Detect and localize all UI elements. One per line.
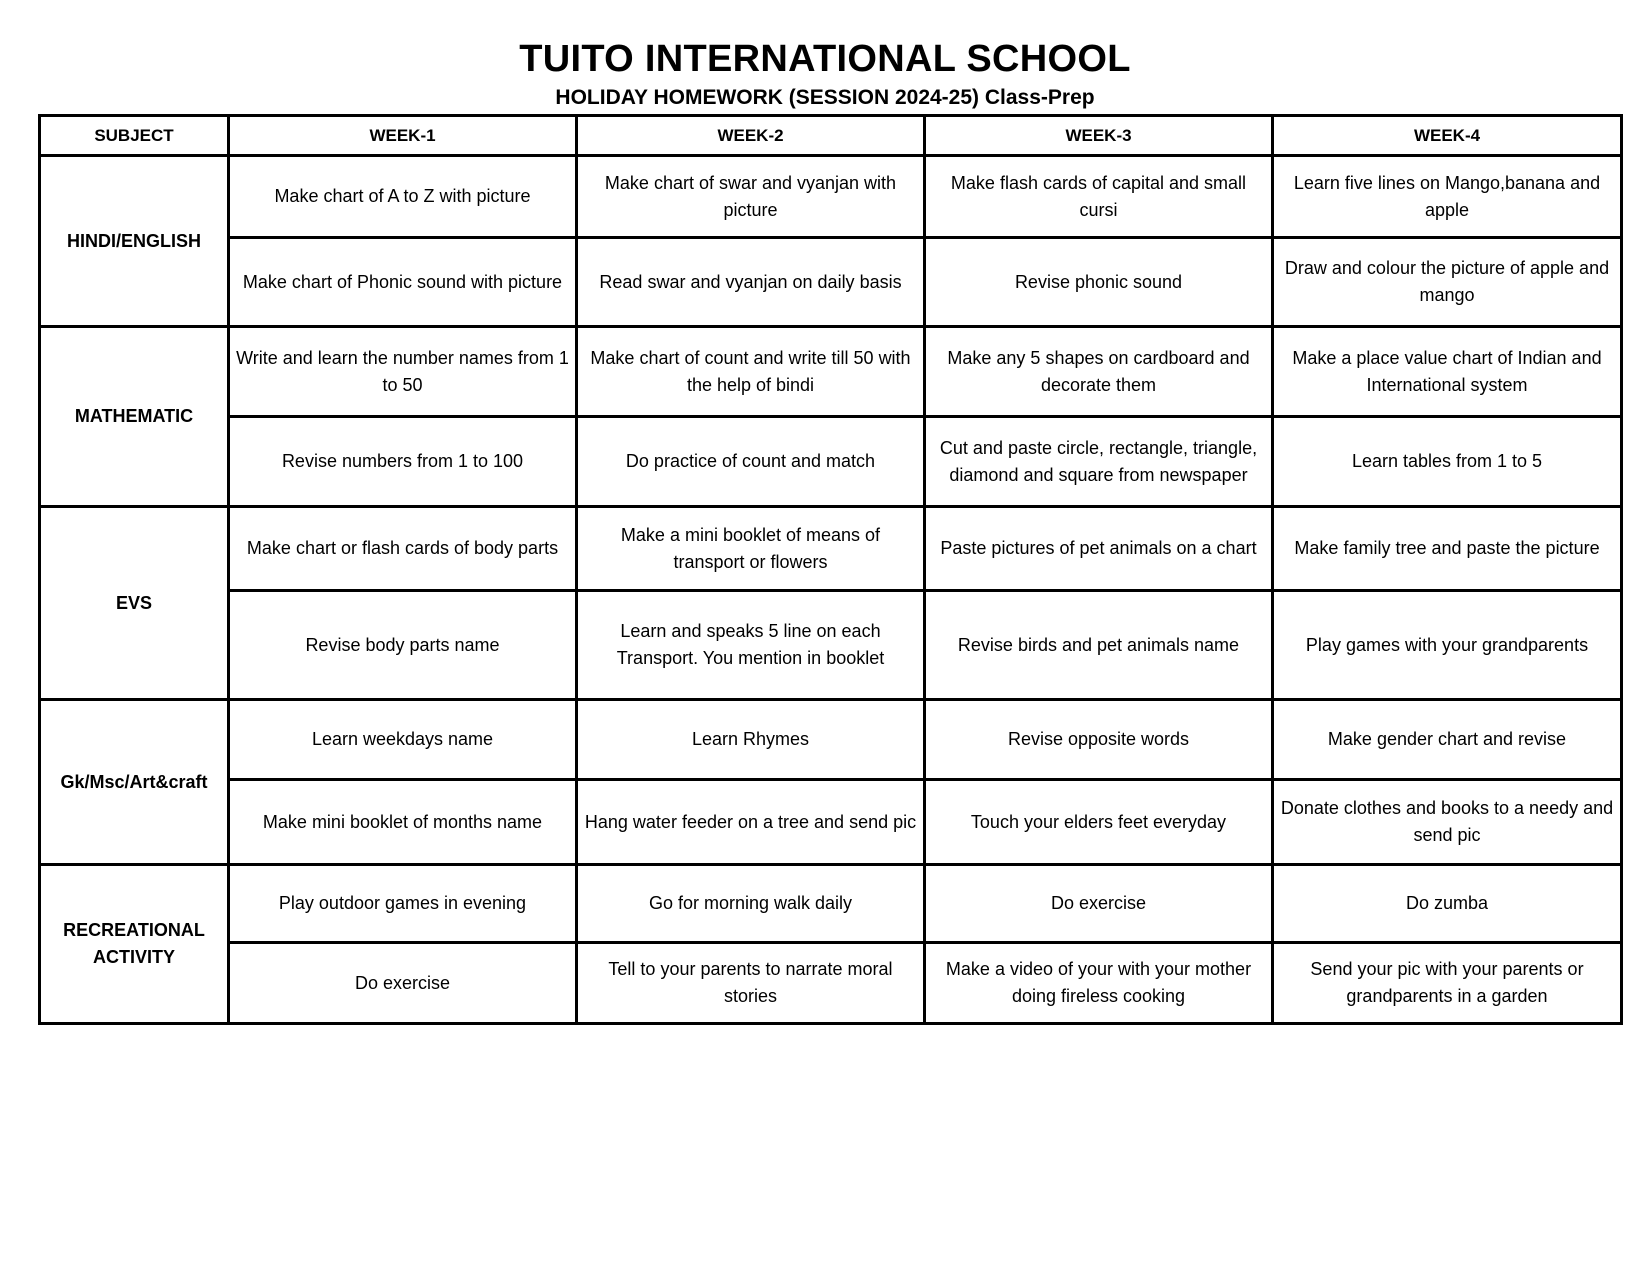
task-cell: Write and learn the number names from 1 to 50: [229, 327, 577, 417]
homework-table: [38, 114, 1623, 1025]
table-row: [40, 327, 1622, 417]
task-cell: Do exercise: [229, 943, 577, 1024]
column-header-week-1: WEEK-1: [229, 116, 577, 156]
subject-cell: RECREATIONAL ACTIVITY: [40, 865, 229, 1024]
task-cell: Play games with your grandparents: [1273, 591, 1622, 700]
table-row: [40, 417, 1622, 507]
task-cell: Learn weekdays name: [229, 700, 577, 780]
task-cell: Send your pic with your parents or grandparents in a garden: [1273, 943, 1622, 1024]
task-cell: Read swar and vyanjan on daily basis: [577, 238, 925, 327]
task-cell: Revise phonic sound: [925, 238, 1273, 327]
task-cell: Paste pictures of pet animals on a chart: [925, 507, 1273, 591]
task-cell: Make gender chart and revise: [1273, 700, 1622, 780]
task-cell: Tell to your parents to narrate moral stories: [577, 943, 925, 1024]
column-header-week-3: WEEK-3: [925, 116, 1273, 156]
task-cell: Make chart of A to Z with picture: [229, 156, 577, 238]
school-title: TUITO INTERNATIONAL SCHOOL: [519, 38, 1131, 80]
table-row: [40, 700, 1622, 780]
table-row: [40, 156, 1622, 238]
task-cell: Make a video of your with your mother doing fireless cooking: [925, 943, 1273, 1024]
subject-cell: EVS: [40, 507, 229, 700]
table-row: [40, 507, 1622, 591]
task-cell: Make flash cards of capital and small cursi: [925, 156, 1273, 238]
task-cell: Make family tree and paste the picture: [1273, 507, 1622, 591]
table-row: [40, 780, 1622, 865]
task-cell: Make chart or flash cards of body parts: [229, 507, 577, 591]
task-cell: Make chart of count and write till 50 with the help of bindi: [577, 327, 925, 417]
table-row: [40, 865, 1622, 943]
task-cell: Play outdoor games in evening: [229, 865, 577, 943]
task-cell: Learn and speaks 5 line on each Transport. You mention in booklet: [577, 591, 925, 700]
task-cell: Draw and colour the picture of apple and mango: [1273, 238, 1622, 327]
task-cell: Learn Rhymes: [577, 700, 925, 780]
task-cell: Touch your elders feet everyday: [925, 780, 1273, 865]
task-cell: Make mini booklet of months name: [229, 780, 577, 865]
task-cell: Learn five lines on Mango,banana and apple: [1273, 156, 1622, 238]
task-cell: Hang water feeder on a tree and send pic: [577, 780, 925, 865]
task-cell: Make any 5 shapes on cardboard and decorate them: [925, 327, 1273, 417]
task-cell: Do practice of count and match: [577, 417, 925, 507]
subject-cell: HINDI/ENGLISH: [40, 156, 229, 327]
task-cell: Revise birds and pet animals name: [925, 591, 1273, 700]
header-row: [40, 116, 1622, 156]
subject-cell: Gk/Msc/Art&craft: [40, 700, 229, 865]
task-cell: Learn tables from 1 to 5: [1273, 417, 1622, 507]
task-cell: Revise numbers from 1 to 100: [229, 417, 577, 507]
column-header-subject: SUBJECT: [40, 116, 229, 156]
task-cell: Make chart of swar and vyanjan with picture: [577, 156, 925, 238]
task-cell: Donate clothes and books to a needy and send pic: [1273, 780, 1622, 865]
task-cell: Do exercise: [925, 865, 1273, 943]
task-cell: Cut and paste circle, rectangle, triangle, diamond and square from newspaper: [925, 417, 1273, 507]
task-cell: Make chart of Phonic sound with picture: [229, 238, 577, 327]
task-cell: Revise opposite words: [925, 700, 1273, 780]
subject-cell: MATHEMATIC: [40, 327, 229, 507]
column-header-week-2: WEEK-2: [577, 116, 925, 156]
task-cell: Go for morning walk daily: [577, 865, 925, 943]
task-cell: Make a mini booklet of means of transport or flowers: [577, 507, 925, 591]
task-cell: Revise body parts name: [229, 591, 577, 700]
table-row: [40, 591, 1622, 700]
table-row: [40, 238, 1622, 327]
task-cell: Do zumba: [1273, 865, 1622, 943]
column-header-week-4: WEEK-4: [1273, 116, 1622, 156]
table-row: [40, 943, 1622, 1024]
homework-subtitle: HOLIDAY HOMEWORK (SESSION 2024-25) Class-Prep: [555, 86, 1095, 109]
task-cell: Make a place value chart of Indian and International system: [1273, 327, 1622, 417]
